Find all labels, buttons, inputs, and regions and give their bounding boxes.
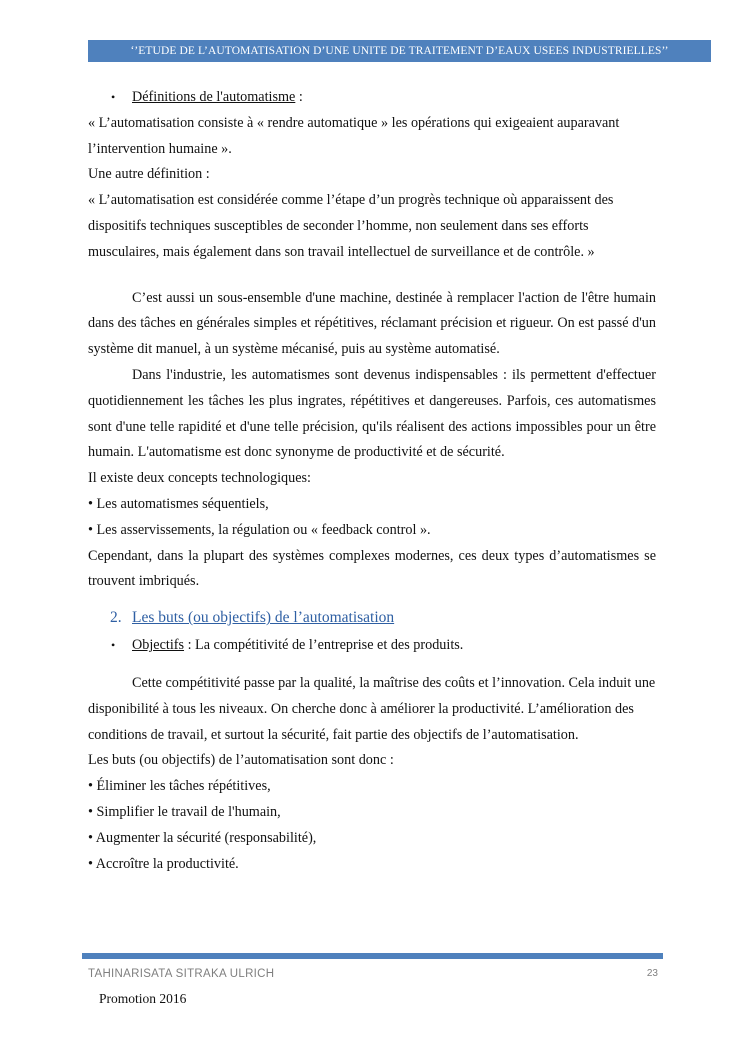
definitions-suffix: : [295,89,303,105]
running-header: ‘’ETUDE DE L’AUTOMATISATION D’UNE UNITE DE TRAITEMENT D’EAUX USEES INDUSTRIELLES’’ [88,40,711,62]
concept-item: • Les asservissements, la régulation ou « feedback control ». [88,521,431,538]
objectives-label: Objectifs [132,637,185,654]
definitions-label: Définitions de l'automatisme [132,89,296,105]
goal-item: • Éliminer les tâches répétitives, [88,778,271,795]
definition-2-intro: Une autre définition : [88,166,210,183]
objectives-bullet [88,633,656,659]
section-2-number: 2. [110,609,122,627]
paragraph-competitiveness: Cette compétitivité passe par la qualité, la maîtrise des coûts et l’innovation. Cela induit une disponibilité à tous les niveaux. On cherche donc à améliorer la productivité. L’amélioration des conditions de travail, et surtout la sécurité, fait partie des objectifs de l’automatisation. [88,674,656,743]
footer-promotion: Promotion 2016 [99,991,187,1006]
paragraph-industry: Dans l'industrie, les automatismes sont devenus indispensables : ils permettent d'effectuer quotidiennement les tâches les plus ingrates, répétitives et dangereuses. Parfois, ces automatismes sont d'une telle rapidité et d'une telle précision, qu'ils réalisent des actions impossibles pour un être humain. L'automatisme est donc synonyme de productivité et de sécurité. [88,366,656,461]
objectives-text: : La compétitivité de l’entreprise et des produits. [184,637,464,654]
concepts-intro: Il existe deux concepts technologiques: [88,470,311,487]
section-2-title: Les buts (ou objectifs) de l’automatisation [132,609,395,627]
footer-divider [82,953,663,959]
goal-item: • Augmenter la sécurité (responsabilité), [88,829,317,846]
section-2-heading [88,605,656,631]
definition-2: « L’automatisation est considérée comme l’étape d’un progrès technique où apparaissent des dispositifs techniques susceptibles de seconder l’homme, non seulement dans ses efforts musculaires, mais également dans son travail intellectuel de surveillance et de contrôle. » [88,192,614,260]
paragraph-imbricated: Cependant, dans la plupart des systèmes complexes modernes, ces deux types d’automatismes se trouvent imbriqués. [88,547,656,590]
definitions-bullet [88,85,656,111]
page-content [88,85,656,877]
definition-1: « L’automatisation consiste à « rendre automatique » les opérations qui exigeaient auparavant l’intervention humaine ». [88,114,620,157]
goal-item: • Accroître la productivité. [88,855,239,872]
bullet-icon: • [111,638,116,653]
page-number: 23 [646,968,658,979]
goal-item: • Simplifier le travail de l'humain, [88,803,281,820]
concept-item: • Les automatismes séquentiels, [88,495,269,512]
goals-intro: Les buts (ou objectifs) de l’automatisation sont donc : [88,752,394,769]
footer-author: TAHINARISATA SITRAKA ULRICH [88,968,275,980]
paragraph-subset: C’est aussi un sous-ensemble d'une machine, destinée à remplacer l'action de l'être humain dans des tâches en générales simples et répétitives, réclamant précision et rigueur. On est passé d'un système dit manuel, à un système mécanisé, puis au système automatisé. [88,289,656,358]
bullet-icon: • [111,90,116,104]
